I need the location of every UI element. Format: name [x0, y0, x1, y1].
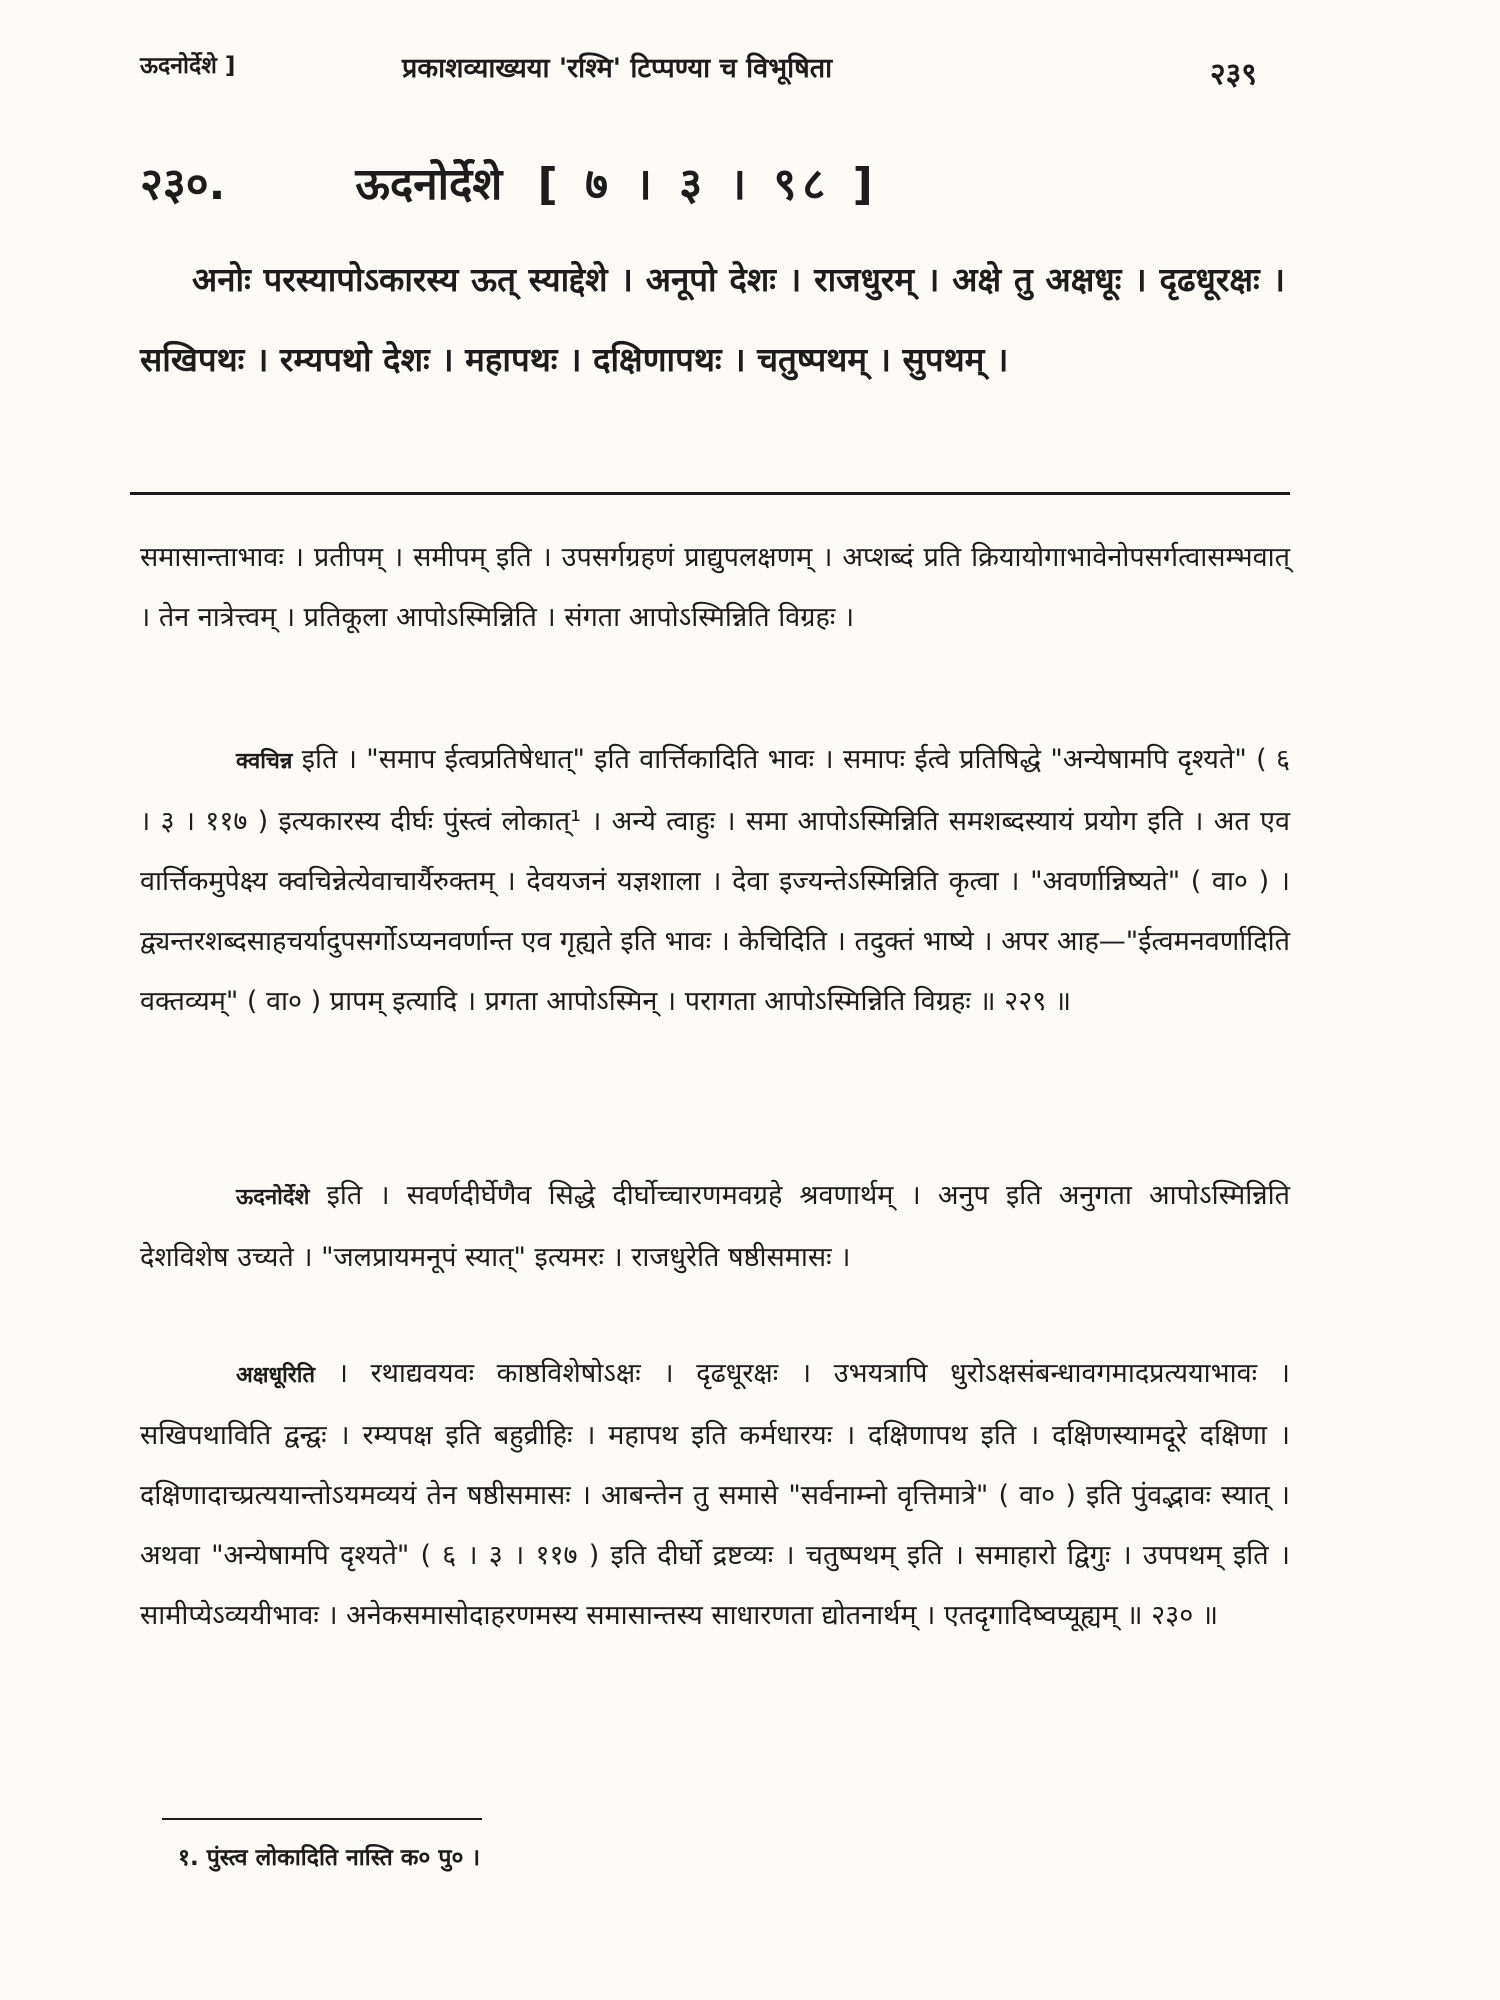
sutra-heading	[140, 152, 879, 212]
footnote: १. पुंस्त्व लोकादिति नास्ति क० पु० ।	[178, 1845, 481, 1871]
commentary-text: इति । सवर्णदीर्घेणैव सिद्धे दीर्घोच्चारणमवग्रहे श्रवणार्थम् । अनुप इति अनुगता आपोऽस्मिन्निति देशविशेष उच्यते । "जलप्रायमनूपं स्यात्" इत्यमरः । राजधुरेति षष्ठीसमासः ।	[140, 1180, 1290, 1273]
commentary-text: । रथाद्यवयवः काष्ठविशेषोऽक्षः । दृढधूरक्षः । उभयत्रापि धुरोऽक्षसंबन्धावगमादप्रत्ययाभावः । सखिपथाविति द्वन्द्वः । रम्यपक्ष इति बहुव्रीहिः । महापथ इति कर्मधारयः । दक्षिणापथ इति । दक्षिणस्यामदूरे दक्षिणा । दक्षिणादाच्प्रत्ययान्तोऽयमव्ययं तेन षष्ठीसमासः । आबन्तेन तु समासे "सर्वनाम्नो वृत्तिमात्रे" ( वा० ) इति पुंवद्भावः स्यात् । अथवा "अन्येषामपि दृश्यते" ( ६ । ३ । ११७ ) इति दीर्घो द्रष्टव्यः । चतुष्पथम् इति । समाहारो द्विगुः । उपपथम् इति । सामीप्येऽव्ययीभावः । अनेकसमासोदाहरणमस्य समासान्तस्य साधारणता द्योतनार्थम् । एतदृगादिष्वप्यूह्यम् ॥ २३० ॥	[140, 1358, 1290, 1631]
page-number: २३९	[1210, 57, 1257, 92]
commentary-text: इति । "समाप ईत्वप्रतिषेधात्" इति वार्त्तिकादिति भावः । समापः ईत्वे प्रतिषिद्धे "अन्येषामपि दृश्यते" ( ६ । ३ । ११७ ) इत्यकारस्य दीर्घः पुंस्त्वं लोकात्¹ । अन्ये त्वाहुः । समा आपोऽस्मिन्निति समशब्दस्यायं प्रयोग इति । अत एव वार्त्तिकमुपेक्ष्य क्वचिन्नेत्येवाचार्यैरुक्तम् । देवयजनं यज्ञशाला । देवा इज्यन्तेऽस्मिन्निति कृत्वा । "अवर्णान्निष्यते" ( वा० ) । द्व्यन्तरशब्दसाहचर्यादुपसर्गोऽप्यनवर्णान्त एव गृह्यते इति भावः । केचिदिति । तदुक्तं भाष्ये । अपर आह—"ईत्वमनवर्णादिति वक्तव्यम्" ( वा० ) प्रापम् इत्यादि । प्रगता आपोऽस्मिन् । परागता आपोऽस्मिन्निति विग्रहः ॥ २२९ ॥	[140, 744, 1290, 1017]
divider-rule	[130, 492, 1290, 495]
commentary-paragraph	[140, 528, 1290, 648]
commentary-paragraph	[140, 1166, 1290, 1288]
sutra-reference: [ ७ । ३ । ९८ ]	[537, 159, 879, 210]
running-head-title: प्रकाशव्याख्यया 'रश्मि' टिप्पण्या च विभूषिता	[402, 53, 833, 84]
running-head-left: ऊदनोर्देशे ]	[140, 53, 236, 79]
sutra-name: ऊदनोर्देशे	[355, 159, 503, 210]
footnote-rule	[162, 1818, 482, 1820]
commentary-paragraph	[140, 730, 1290, 1032]
commentary-lemma: ऊदनोर्देशे	[236, 1185, 310, 1210]
sutra-number: २३०.	[140, 159, 226, 210]
commentary-text: समासान्ताभावः । प्रतीपम् । समीपम् इति । उपसर्गग्रहणं प्राद्युपलक्षणम् । अप्शब्दं प्रति क्रियायोगाभावेनोपसर्गत्वासम्भवात् । तेन नात्रेत्त्वम् । प्रतिकूला आपोऽस्मिन्निति । संगता आपोऽस्मिन्निति विग्रहः ।	[140, 542, 1290, 633]
commentary-lemma: अक्षधूरिति	[236, 1363, 316, 1388]
commentary-paragraph	[140, 1344, 1290, 1646]
sutra-gloss: अनोः परस्यापोऽकारस्य ऊत् स्याद्देशे । अनूपो देशः । राजधुरम् । अक्षे तु अक्षधूः । दृढधूरक्षः । सखिपथः । रम्यपथो देशः । महापथः । दक्षिणापथः । चतुष्पथम् । सुपथम् ।	[140, 260, 1285, 379]
commentary-lemma: क्वचिन्न	[236, 749, 293, 774]
